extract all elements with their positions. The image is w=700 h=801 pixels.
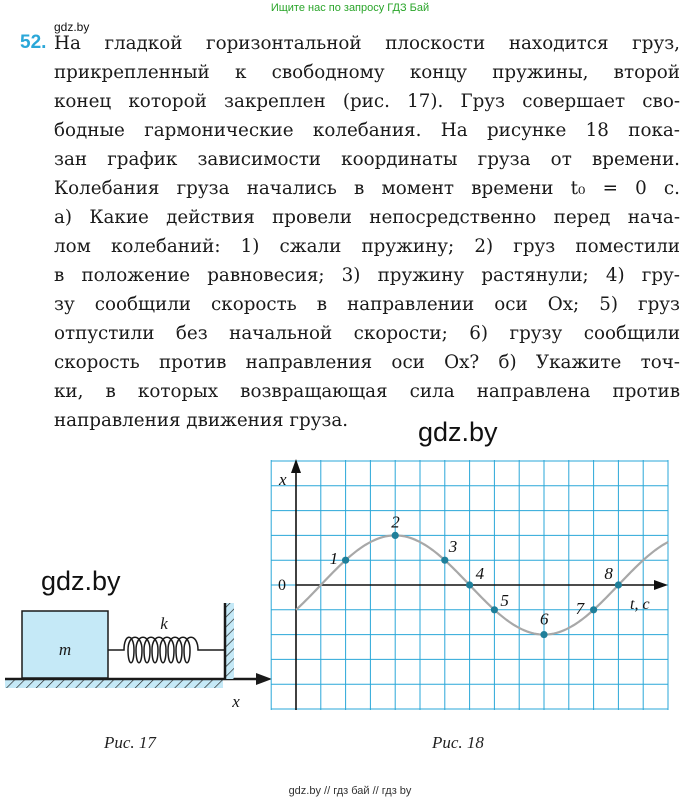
point-label-4: 4 [475, 564, 485, 583]
text-line: прикрепленный к свободному концу пружины, второй [54, 62, 680, 83]
point-label-3: 3 [448, 537, 458, 557]
point-label-7: 7 [575, 598, 585, 618]
watermark-mid: gdz.by [418, 417, 498, 447]
origin-label: 0 [278, 577, 286, 594]
text-line: бодные гармонические колебания. На рисунке 18 пока- [54, 120, 680, 141]
text-line: зу сообщили скорость в направлении оси Ox; 5) груз [54, 294, 680, 315]
text-line: Колебания груза начались в момент времени t₀ = 0 с. [54, 178, 680, 199]
text-line: конец которой закреплен (рис. 17). Груз совершает сво- [54, 91, 680, 112]
text-line: зан график зависимости координаты груза от времени. [54, 149, 680, 170]
text-line: ки, в которых возвращающая сила направлена против [54, 381, 680, 402]
t-axis-arrow [654, 580, 668, 590]
data-point-2 [392, 532, 399, 539]
footer: gdz.by // гдз бай // гдз by [288, 785, 412, 797]
labeled-points [330, 512, 622, 638]
wall-hatch [226, 603, 234, 679]
x-axis-label: x [279, 470, 287, 489]
text-line: лом колебаний: 1) сжали пружину; 2) груз поместили [54, 236, 680, 257]
top-banner[interactable]: Ищите нас по запросу ГДЗ Бай [270, 2, 430, 14]
figure-18-graph [270, 455, 680, 725]
data-point-1 [342, 557, 349, 564]
axes [291, 459, 668, 710]
data-point-6 [540, 631, 547, 638]
point-label-5: 5 [500, 590, 509, 610]
point-label-8: 8 [604, 564, 613, 583]
text-line: в положение равновесия; 3) пружину растянули; 4) гру- [54, 265, 680, 286]
text-line: а) Какие действия провели непосредственно перед нача- [54, 207, 680, 228]
data-point-7 [590, 606, 597, 613]
data-point-8 [615, 581, 622, 588]
spring-label: k [160, 614, 168, 633]
data-point-4 [466, 581, 473, 588]
text-line: отпустили без начальной скорости; 6) грузу сообщили [54, 323, 680, 344]
ground-hatch [5, 679, 223, 688]
text-line: скорость против направления оси Ox? б) Укажите точ- [54, 352, 680, 373]
data-point-5 [491, 606, 498, 613]
figure-17-caption: Рис. 17 [104, 733, 156, 752]
figure-18-caption: Рис. 18 [432, 733, 484, 752]
x-axis-label: x [232, 692, 240, 711]
point-label-6: 6 [540, 609, 549, 629]
point-label-1: 1 [329, 549, 339, 569]
figure-17-spring-diagram [0, 595, 280, 715]
text-line: направления движения груза. [54, 410, 349, 431]
problem-number: 52. [20, 32, 47, 53]
t-axis-label: t, с [630, 596, 650, 613]
point-label-2: 2 [391, 512, 400, 532]
watermark-top: gdz.by [54, 20, 90, 34]
watermark-left: gdz.by [41, 566, 121, 596]
text-line: На гладкой горизонтальной плоскости находится груз, [54, 33, 680, 54]
data-point-3 [441, 557, 448, 564]
spring [108, 637, 225, 663]
mass-label: m [58, 640, 72, 659]
